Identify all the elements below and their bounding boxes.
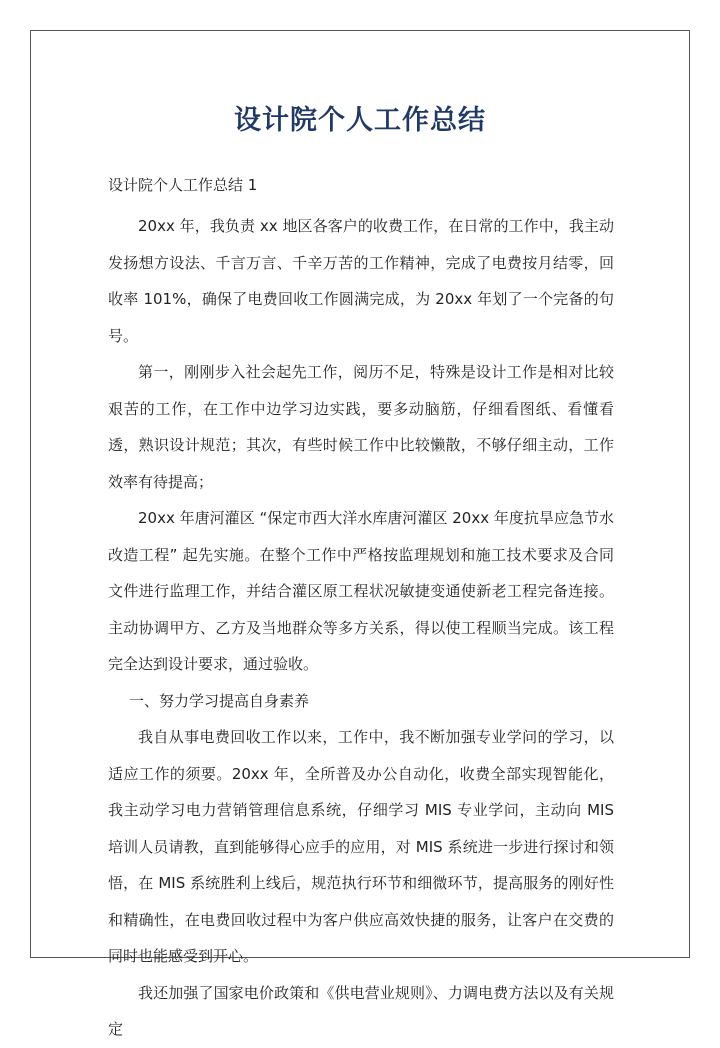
paragraph-5: 我还加强了国家电价政策和《供电营业规则》、力调电费方法以及有关规定 <box>108 983 614 1038</box>
paragraph-3: 20xx 年唐河灌区 “保定市西大洋水库唐河灌区 20xx 年度抗旱应急节水改造工程” 起先实施。在整个工作中严格按监理规划和施工技术要求及合同文件进行监理工作，并结合灌区原工程状况敏捷变通使新老工程完备连接。主动协调甲方、乙方及当地群众等多方关系，得以使工程顺当完成。该工程完全达到设计要求，通过验收。 <box>108 509 614 673</box>
document-subtitle: 设计院个人工作总结 1 <box>108 176 258 194</box>
document-title: 设计院个人工作总结 <box>234 105 486 136</box>
section-heading: 一、努力学习提高自身素养 <box>129 691 310 710</box>
paragraph-4: 我自从事电费回收工作以来，工作中，我不断加强专业学问的学习，以适应工作的须要。20xx 年，全所普及办公自动化，收费全部实现智能化，我主动学习电力营销管理信息系统，仔细学习 MIS 专业学问，主动向 MIS 培训人员请教，直到能够得心应手的应用，对 MIS 系统进一步进行探讨和领悟，在 MIS 系统胜利上线后，规范执行环节和细微环节，提高服务的刚好性和精确性，在电费回收过程中为客户供应高效快捷的服务，让客户在交费的同时也能感受到开心。 <box>108 728 614 965</box>
paragraph-1: 20xx 年，我负责 xx 地区各客户的收费工作，在日常的工作中，我主动发扬想方设法、千言万言、千辛万苦的工作精神，完成了电费按月结零，回收率 101%，确保了电费回收工作圆满完成，为 20xx 年划了一个完备的句号。 <box>108 217 614 345</box>
document-body <box>108 170 614 1048</box>
paragraph-2: 第一，刚刚步入社会起先工作，阅历不足，特殊是设计工作是相对比较艰苦的工作，在工作中边学习边实践，要多动脑筋，仔细看图纸、看懂看透，熟识设计规范；其次，有些时候工作中比较懒散，不够仔细主动，工作效率有待提高； <box>108 363 614 491</box>
